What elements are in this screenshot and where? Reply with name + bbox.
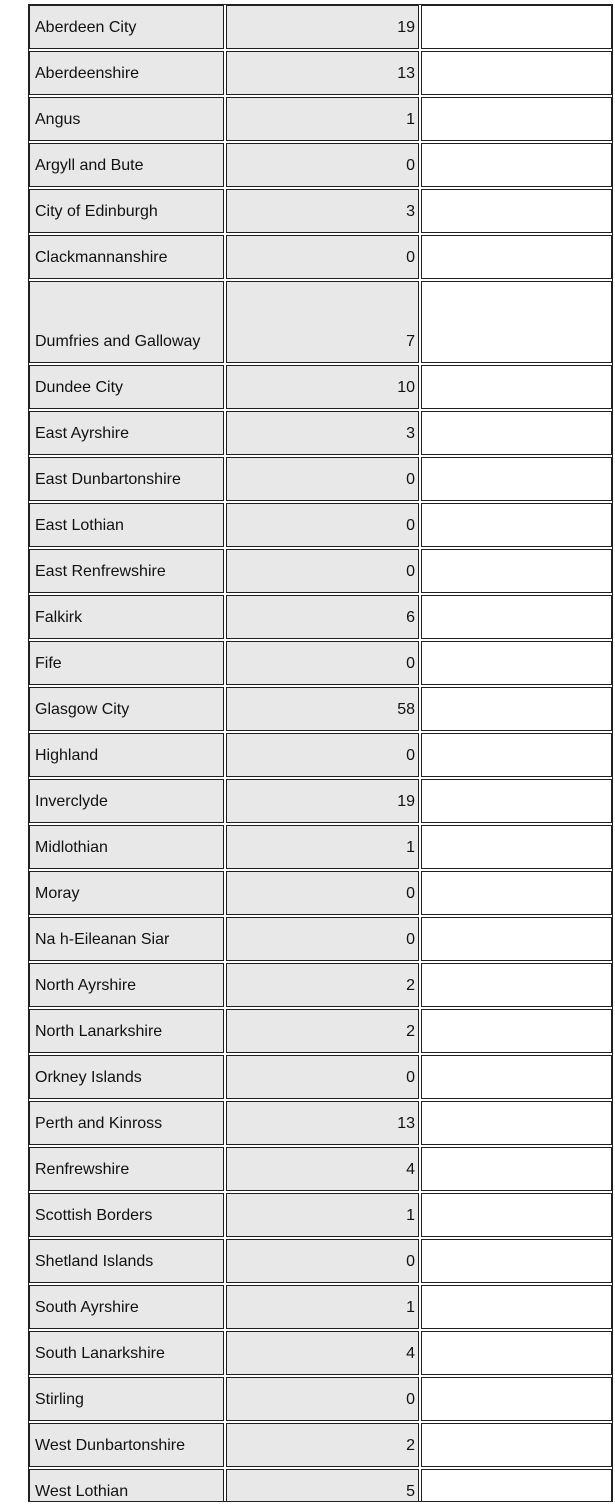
count-cell: 4 [226,1331,419,1375]
empty-cell [421,189,612,233]
table-row [29,595,612,639]
council-area-name-cell: Inverclyde [29,779,224,823]
council-area-name-cell: North Ayrshire [29,963,224,1007]
council-area-name-cell: Na h-Eileanan Siar [29,917,224,961]
empty-cell [421,5,612,49]
council-area-name-cell: Renfrewshire [29,1147,224,1191]
council-area-name-cell: Orkney Islands [29,1055,224,1099]
empty-cell [421,1101,612,1145]
empty-cell [421,825,612,869]
empty-cell [421,779,612,823]
empty-cell [421,411,612,455]
count-cell: 1 [226,1193,419,1237]
council-area-name-cell: Scottish Borders [29,1193,224,1237]
empty-cell [421,51,612,95]
empty-cell [421,1469,612,1502]
council-area-name-cell: Dundee City [29,365,224,409]
empty-cell [421,365,612,409]
council-area-table-container [28,4,613,1502]
table-row [29,963,612,1007]
table-row [29,549,612,593]
count-cell: 5 [226,1469,419,1502]
council-area-name-cell: South Lanarkshire [29,1331,224,1375]
empty-cell [421,871,612,915]
table-body [29,5,612,1502]
table-row [29,365,612,409]
count-cell: 1 [226,97,419,141]
table-row [29,503,612,547]
table-row [29,917,612,961]
council-area-name-cell: Angus [29,97,224,141]
council-area-name-cell: Dumfries and Galloway [29,281,224,363]
council-area-name-cell: East Renfrewshire [29,549,224,593]
count-cell: 13 [226,51,419,95]
empty-cell [421,457,612,501]
count-cell: 3 [226,189,419,233]
count-cell: 0 [226,871,419,915]
table-row [29,779,612,823]
table-row [29,1147,612,1191]
council-area-table [28,4,613,1502]
council-area-name-cell: East Lothian [29,503,224,547]
table-row [29,1009,612,1053]
council-area-name-cell: Midlothian [29,825,224,869]
count-cell: 0 [226,457,419,501]
count-cell: 0 [226,143,419,187]
empty-cell [421,1147,612,1191]
table-row [29,1055,612,1099]
count-cell: 0 [226,1055,419,1099]
table-row [29,1469,612,1502]
table-row [29,1101,612,1145]
table-row [29,641,612,685]
count-cell: 4 [226,1147,419,1191]
table-row [29,1285,612,1329]
table-row [29,411,612,455]
empty-cell [421,1331,612,1375]
count-cell: 2 [226,1009,419,1053]
council-area-name-cell: South Ayrshire [29,1285,224,1329]
count-cell: 13 [226,1101,419,1145]
empty-cell [421,503,612,547]
count-cell: 0 [226,641,419,685]
count-cell: 7 [226,281,419,363]
empty-cell [421,1285,612,1329]
empty-cell [421,1193,612,1237]
table-row [29,871,612,915]
table-row [29,457,612,501]
empty-cell [421,549,612,593]
table-row [29,825,612,869]
count-cell: 19 [226,779,419,823]
count-cell: 0 [226,503,419,547]
table-row [29,143,612,187]
count-cell: 58 [226,687,419,731]
count-cell: 10 [226,365,419,409]
table-row [29,687,612,731]
table-row [29,235,612,279]
council-area-name-cell: Highland [29,733,224,777]
council-area-name-cell: City of Edinburgh [29,189,224,233]
count-cell: 0 [226,235,419,279]
table-row [29,733,612,777]
count-cell: 3 [226,411,419,455]
council-area-name-cell: West Lothian [29,1469,224,1502]
count-cell: 19 [226,5,419,49]
table-row [29,1193,612,1237]
table-row [29,1423,612,1467]
empty-cell [421,1423,612,1467]
empty-cell [421,963,612,1007]
empty-cell [421,733,612,777]
empty-cell [421,595,612,639]
council-area-name-cell: Aberdeenshire [29,51,224,95]
council-area-name-cell: North Lanarkshire [29,1009,224,1053]
empty-cell [421,235,612,279]
empty-cell [421,281,612,363]
empty-cell [421,1239,612,1283]
table-row [29,97,612,141]
council-area-name-cell: Stirling [29,1377,224,1421]
empty-cell [421,1009,612,1053]
table-row [29,281,612,363]
empty-cell [421,1055,612,1099]
table-row [29,189,612,233]
table-row [29,51,612,95]
count-cell: 0 [226,549,419,593]
empty-cell [421,97,612,141]
count-cell: 0 [226,733,419,777]
empty-cell [421,917,612,961]
empty-cell [421,143,612,187]
count-cell: 6 [226,595,419,639]
count-cell: 1 [226,1285,419,1329]
council-area-name-cell: Moray [29,871,224,915]
council-area-name-cell: Argyll and Bute [29,143,224,187]
council-area-name-cell: Falkirk [29,595,224,639]
table-row [29,5,612,49]
table-row [29,1239,612,1283]
council-area-name-cell: West Dunbartonshire [29,1423,224,1467]
council-area-name-cell: Clackmannanshire [29,235,224,279]
council-area-name-cell: Shetland Islands [29,1239,224,1283]
count-cell: 1 [226,825,419,869]
count-cell: 0 [226,917,419,961]
council-area-name-cell: Fife [29,641,224,685]
council-area-name-cell: Perth and Kinross [29,1101,224,1145]
council-area-name-cell: Aberdeen City [29,5,224,49]
count-cell: 0 [226,1377,419,1421]
empty-cell [421,1377,612,1421]
empty-cell [421,641,612,685]
count-cell: 2 [226,963,419,1007]
council-area-name-cell: East Dunbartonshire [29,457,224,501]
council-area-name-cell: Glasgow City [29,687,224,731]
table-row [29,1331,612,1375]
council-area-name-cell: East Ayrshire [29,411,224,455]
count-cell: 0 [226,1239,419,1283]
table-row [29,1377,612,1421]
empty-cell [421,687,612,731]
count-cell: 2 [226,1423,419,1467]
